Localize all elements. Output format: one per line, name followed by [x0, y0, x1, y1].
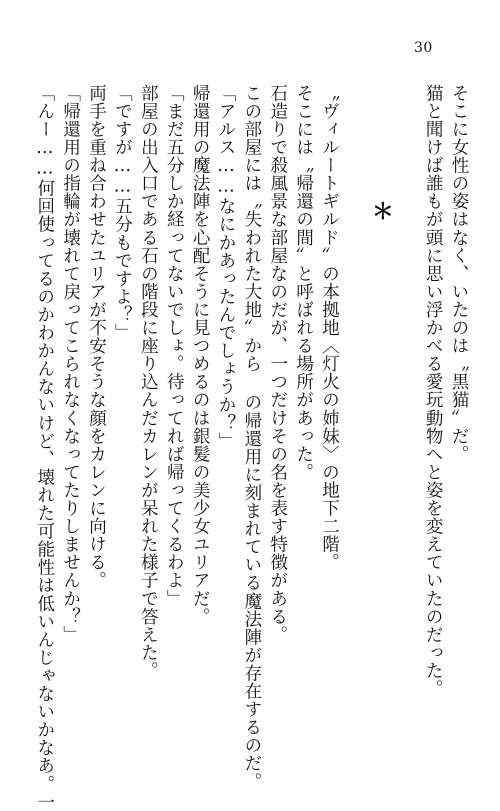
text-column: 部屋の出入口である石の階段に座り込んだカレンが呆れた様子で答えた。 — [138, 84, 159, 680]
text-column: 「帰還用の指輪が壊れて戻ってこられなくなってたりしませんか？」 — [60, 84, 81, 644]
text-column: この部屋には〝失われた大地〟から の帰還用に刻まれている魔法陣が存在するのだ。 — [241, 84, 262, 791]
text-column: 「アルス……なにかあったんでしょうか？」 — [215, 84, 236, 450]
text-column: 「ですが……五分もですよ？」 — [112, 84, 133, 342]
blank-column — [397, 84, 417, 674]
text-column: 「んー……何回使ってるのかわかんないけど、壊れた可能性は低いんじゃないかなあ。一 — [34, 84, 55, 811]
text-column: 石造りで殺風景な部屋なのだが、一つだけその名を表す特徴がある。 — [267, 84, 288, 644]
text-column: 両手を重ね合わせたユリアが不安そうな顔をカレンに向ける。 — [86, 84, 107, 590]
scene-break-asterisk: ＊ — [368, 200, 395, 223]
vertical-text-body — [34, 84, 469, 811]
text-column: 〝ヴィルートギルド〟の本拠地〈灯火の姉妹〉の地下二階。 — [319, 84, 340, 572]
text-column: そこには〝帰還の間〟と呼ばれる場所があった。 — [293, 84, 314, 482]
text-column: 帰還用の魔法陣を心配そうに見つめるのは銀髪の美少女ユリアだ。 — [190, 84, 211, 626]
page-number: 30 — [414, 40, 433, 56]
text-column: そこに女性の姿はなく、いたのは〝黒猫〟だ。 — [449, 84, 469, 464]
text-column: 猫と聞けば誰もが頭に思い浮かべる愛玩動物へと姿を変えていたのだった。 — [423, 84, 444, 698]
blank-column — [345, 84, 365, 674]
text-column: 「まだ五分しか経ってないでしょ。待ってれば帰ってくるわよ」 — [164, 84, 185, 608]
